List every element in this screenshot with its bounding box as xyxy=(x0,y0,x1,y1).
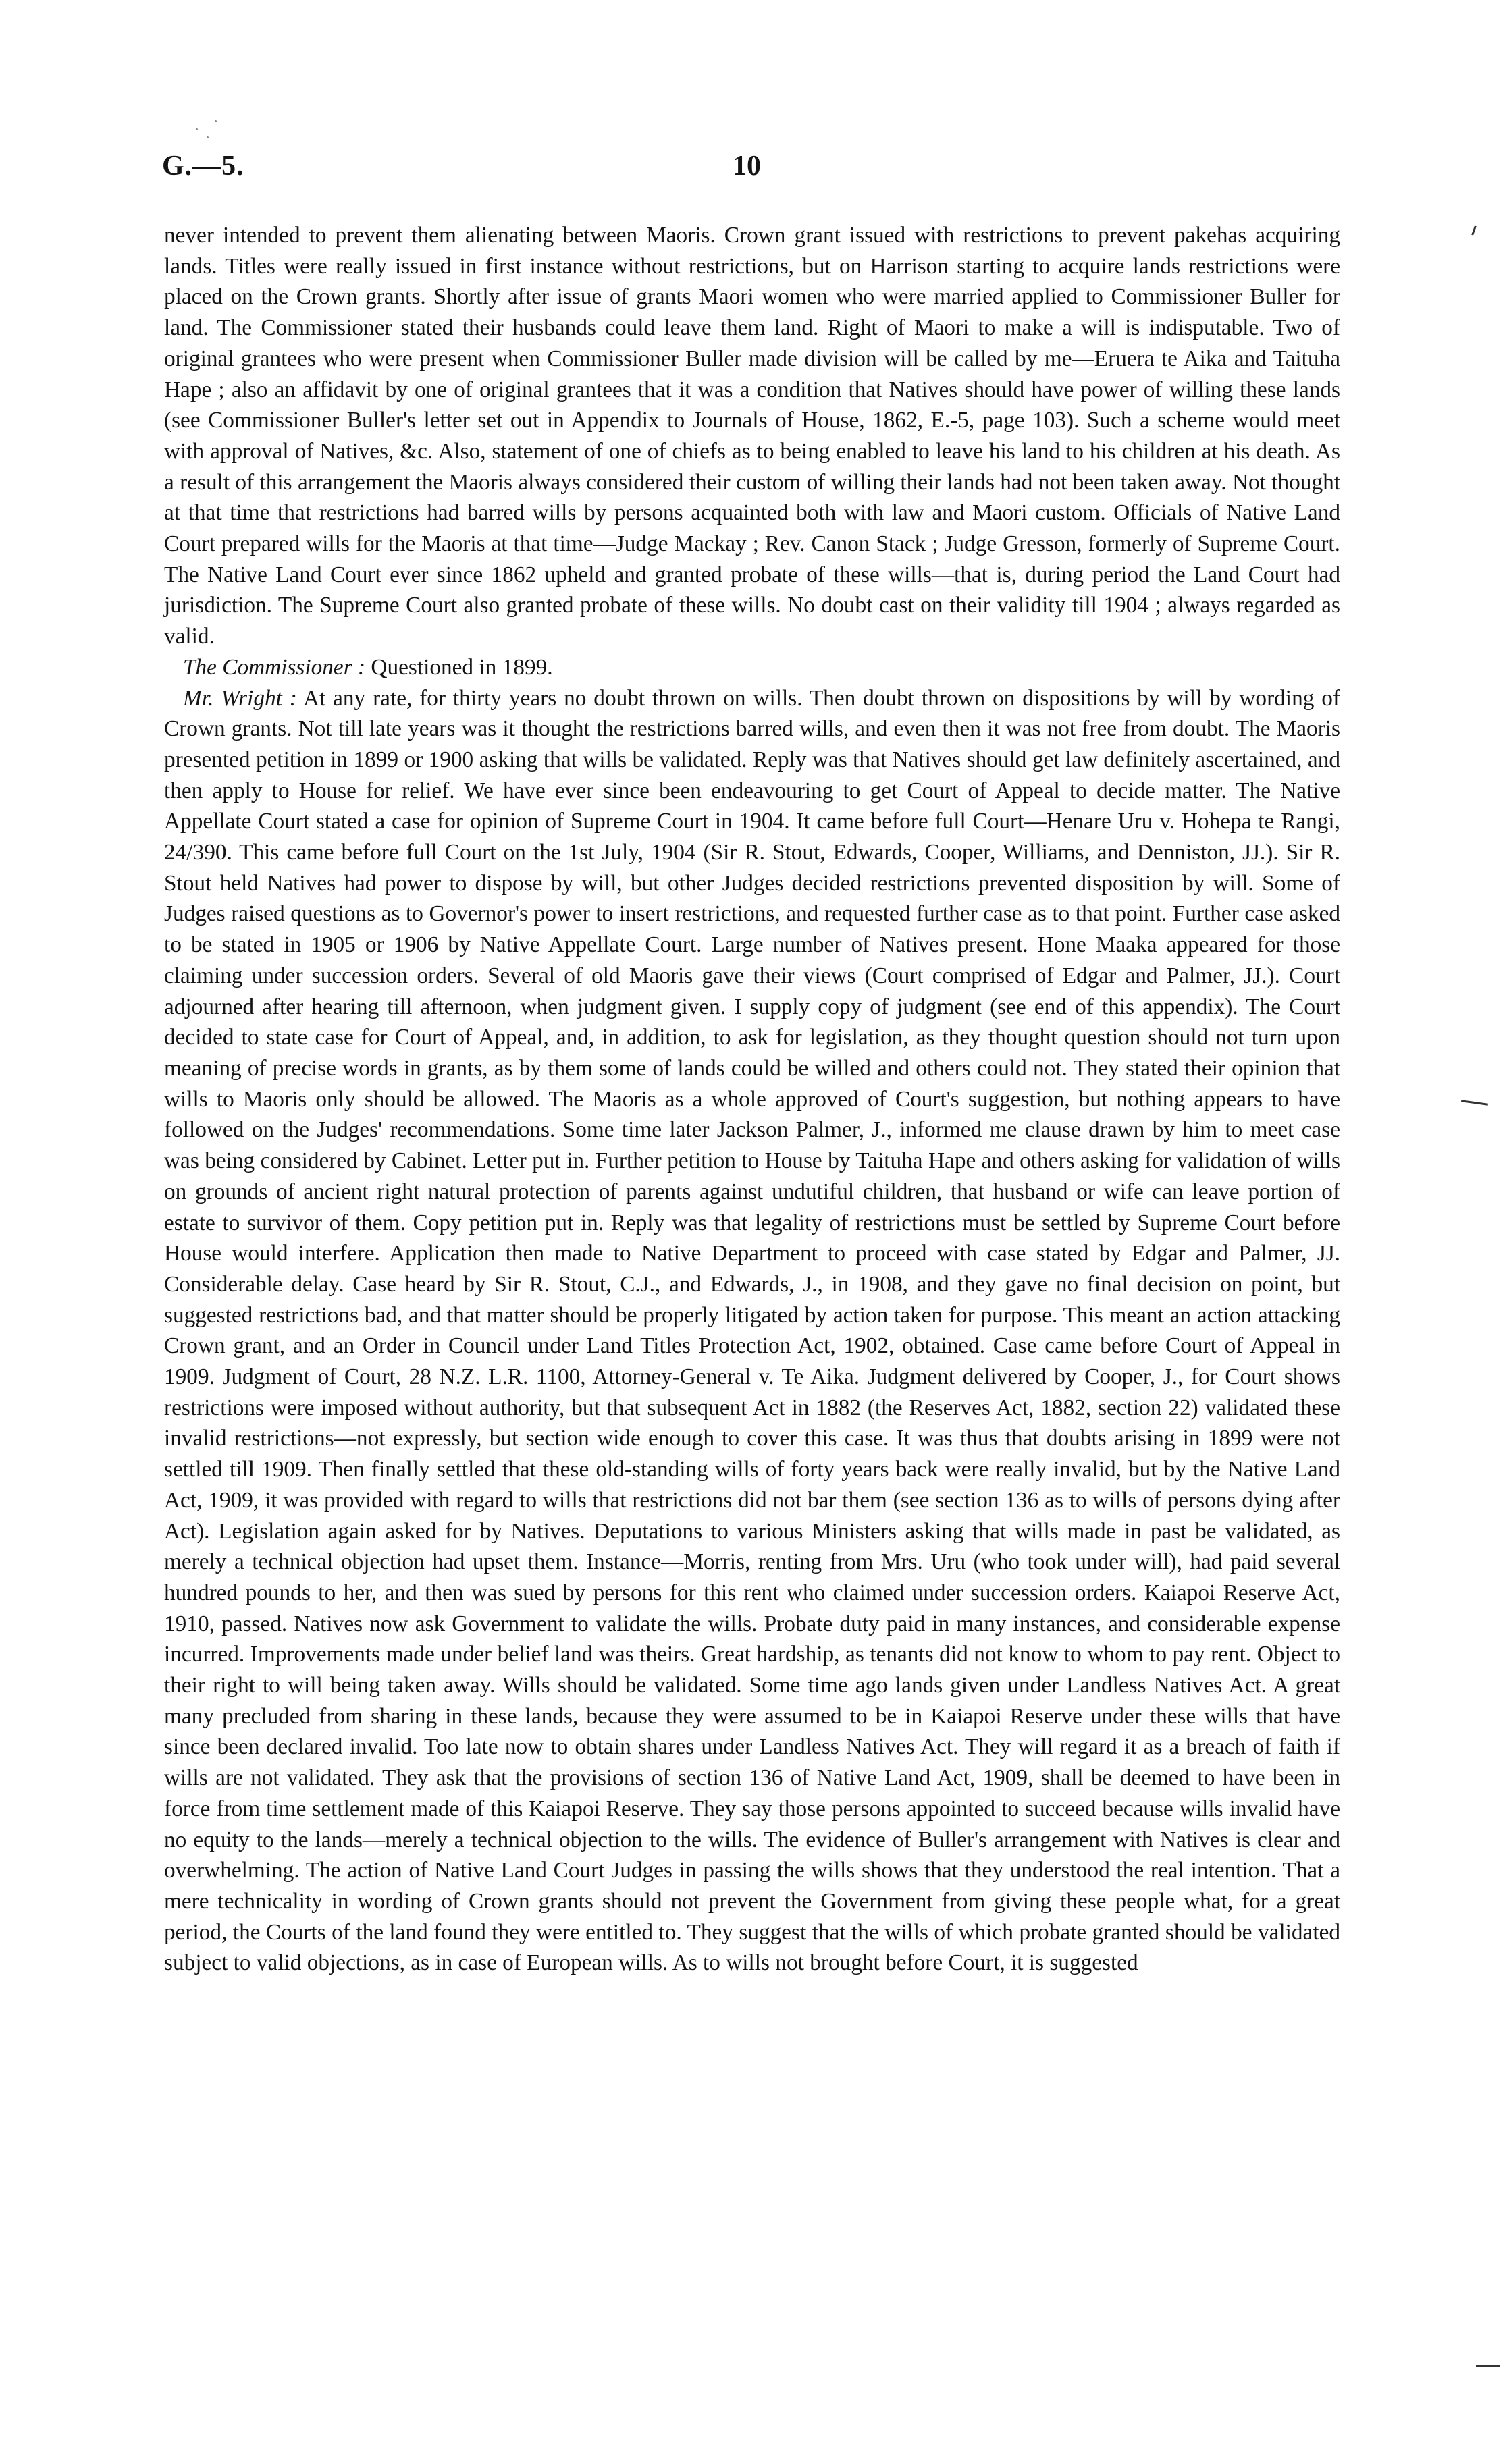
margin-mark xyxy=(1476,2365,1500,2367)
speaker-label: The Commissioner : xyxy=(183,654,366,680)
speaker-label: Mr. Wright : xyxy=(183,685,297,711)
paragraph-text: At any rate, for thirty years no doubt thrown on wills. Then doubt thrown on dispositions by will by wording of Crown grants. Not till late years was it thought the restrictions barred wills, and even then it was not free from doubt. The Maoris presented petition in 1899 or 1900 asking that wills be validated. Reply was that Natives should get law definitely ascertained, and then apply to House for relief. We have ever since been endeavouring to get Court of Appeal to decide matter. The Native Appellate Court stated a case for opinion of Supreme Court in 1904. It came before full Court—Henare Uru v. Hohepa te Rangi, 24/390. This came before full Court on the 1st July, 1904 (Sir R. Stout, Edwards, Cooper, Williams, and Denniston, JJ.). Sir R. Stout held Natives had power to dispose by will, but other Judges decided restrictions prevented disposition by will. Some of Judges raised questions as to Governor's power to insert restrictions, and requested further case as to that point. Further case asked to be stated in 1905 or 1906 by Native Appellate Court. Large number of Natives present. Hone Maaka appeared for those claiming under succession orders. Several of old Maoris gave their views (Court comprised of Edgar and Palmer, JJ.). Court adjourned after hearing till afternoon, when judgment given. I supply copy of judgment (see end of this appendix). The Court decided to state case for Court of Appeal, and, in addition, to ask for legislation, as they thought question should not turn upon meaning of precise words in grants, as by them some of lands could be willed and others could not. They stated their opinion that wills to Maoris only should be allowed. The Maoris as a whole approved of Court's suggestion, but nothing appears to have followed on the Judges' recommendations. Some time later Jackson Palmer, J., informed me clause drawn by him to meet case was being considered by Cabinet. Letter put in. Further petition to House by Taituha Hape and others asking for validation of wills on grounds of ancient right natural protection of parents against undutiful children, that husband or wife can leave portion of estate to survivor of them. Copy petition put in. Reply was that legality of restrictions must be settled by Supreme Court before House would interfere. Application then made to Native Department to proceed with case stated by Edgar and Palmer, JJ. Considerable delay. Case heard by Sir R. Stout, C.J., and Edwards, J., in 1908, and they gave no final decision on point, but suggested restrictions bad, and that matter should be properly litigated by action taken for purpose. This meant an action attacking Crown grant, and an Order in Council under Land Titles Protection Act, 1902, obtained. Case came before Court of Appeal in 1909. Judgment of Court, 28 N.Z. L.R. 1100, Attorney-General v. Te Aika. Judgment delivered by Cooper, J., for Court shows restrictions were imposed without authority, but that subsequent Act in 1882 (the Reserves Act, 1882, section 22) validated these invalid restrictions—not expressly, but section wide enough to cover this case. It was thus that doubts arising in 1899 were not settled till 1909. Then finally settled that these old-standing wills of forty years back were really invalid, but by the Native Land Act, 1909, it was provided with regard to wills that restrictions did not bar them (see section 136 as to wills of persons dying after Act). Legislation again asked for by Natives. Deputations to various Ministers asking that wills made in past be validated, as merely a technical objection had upset them. Instance—Morris, renting from Mrs. Uru (who took under will), had paid several hundred pounds to her, and then was sued by persons for this rent who claimed under succession orders. Kaiapoi Reserve Act, 1910, passed. Natives now ask Government to validate the wills. Probate duty paid in many instances, and considerable expense incurred. Improvements made under belief land was theirs. Great hardship, as tenants did not know to whom to pay rent. Object to their right to will being taken away. Wills should be validated. Some time ago lands given under Landless Natives Act. A great many precluded from sharing in these lands, because they were assumed to be in Kaiapoi Reserve under these wills that have since been declared invalid. Too late now to obtain shares under Landless Natives Act. They will regard it as a breach of faith if wills are not validated. They ask that the provisions of section 136 of Native Land Act, 1909, shall be deemed to have been in force from time settlement made of this Kaiapoi Reserve. They say those persons appointed to succeed because wills invalid have no equity to the lands—merely a technical objection to the wills. The evidence of Buller's arrangement with Natives is clear and overwhelming. The action of Native Land Court Judges in passing the wills shows that they understood the real intention. That a mere technicality in wording of Crown grants should not prevent the Government from giving these people what, for a great period, the Courts of the land found they were entitled to. They suggest that the wills of which probate granted should be validated subject to valid objections, as in case of European wills. As to wills not brought before Court, it is suggested xyxy=(164,685,1340,1976)
page-header xyxy=(162,150,1350,190)
paragraph-text: never intended to prevent them alienating between Maoris. Crown grant issued with restrictions to prevent pakehas acquiring lands. Titles were really issued in first instance without restrictions, but on Harrison starting to acquire lands restrictions were placed on the Crown grants. Shortly after issue of grants Maori women who were married applied to Commissioner Buller for land. The Commissioner stated their husbands could leave them land. Right of Maori to make a will is indisputable. Two of original grantees who were present when Commissioner Buller made division will be called by me—Eruera te Aika and Taituha Hape ; also an affidavit by one of original grantees that it was a condition that Natives should have power of willing these lands (see Commissioner Buller's letter set out in Appendix to Journals of House, 1862, E.-5, page 103). Such a scheme would meet with approval of Natives, &c. Also, statement of one of chiefs as to being enabled to leave his land to his children at his death. As a result of this arrangement the Maoris always considered their custom of willing their lands had not been taken away. Not thought at that time that restrictions had barred wills by persons acquainted both with law and Maori custom. Officials of Native Land Court prepared wills for the Maoris at that time—Judge Mackay ; Rev. Canon Stack ; Judge Gresson, formerly of Supreme Court. The Native Land Court ever since 1862 upheld and granted probate of these wills—that is, during period the Land Court had jurisdiction. The Supreme Court also granted probate of these wills. No doubt cast on their validity till 1904 ; always regarded as valid. xyxy=(164,223,1340,649)
scan-speck xyxy=(196,128,198,130)
body-text xyxy=(164,220,1340,1979)
paragraph-text: Questioned in 1899. xyxy=(371,654,553,680)
page-number: 10 xyxy=(733,151,761,182)
scan-speck xyxy=(207,136,209,138)
document-code: G.—5. xyxy=(162,151,244,182)
paragraph-wright-statement xyxy=(164,683,1340,1979)
paragraph-testimony-continued xyxy=(164,220,1340,652)
paragraph-commissioner-remark xyxy=(164,652,1340,683)
margin-mark xyxy=(1461,1100,1488,1106)
scan-speck xyxy=(215,120,217,122)
margin-mark xyxy=(1471,225,1477,235)
